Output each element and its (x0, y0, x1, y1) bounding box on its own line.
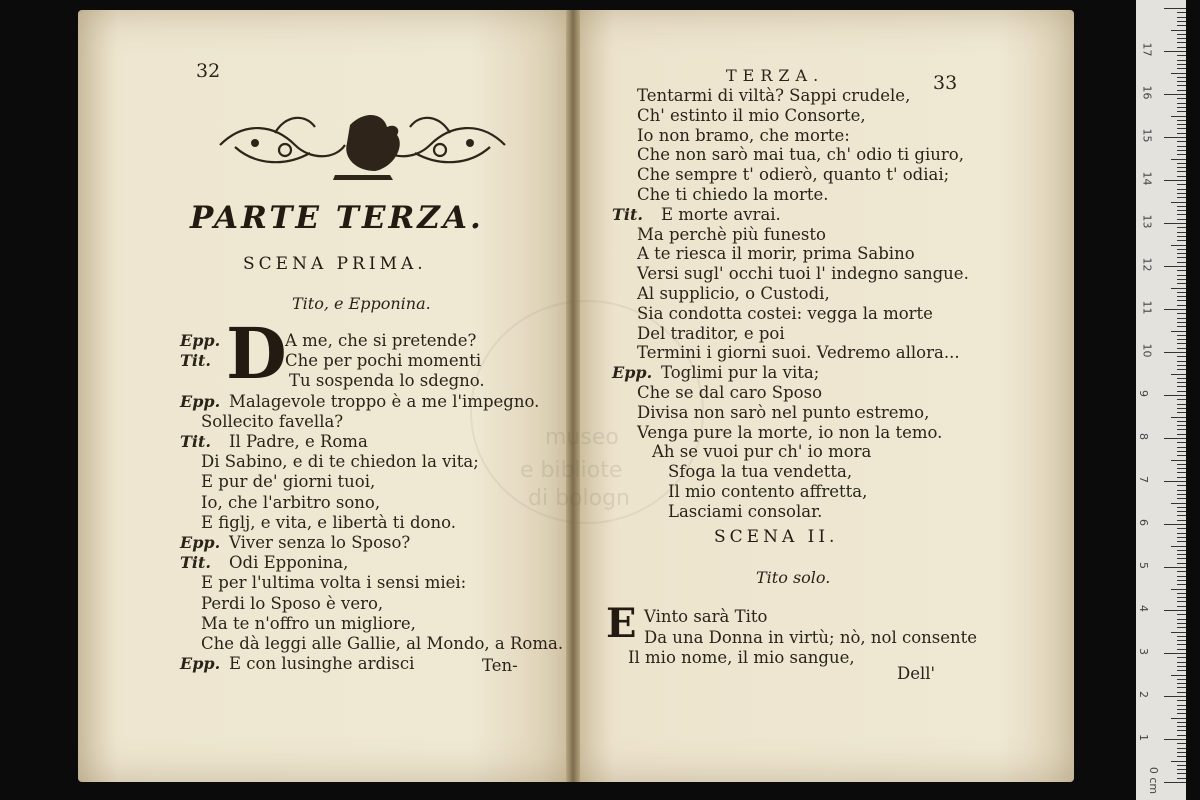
verse-line: Tentarmi di viltà? Sappi crudele, (637, 86, 911, 105)
ruler-label: 16 (1140, 85, 1154, 100)
ruler-tick (1164, 352, 1186, 353)
verse-line: Perdi lo Sposo è vero, (201, 593, 384, 613)
page-number-left: 32 (196, 60, 221, 82)
ruler-tick (1177, 520, 1186, 521)
ruler-tick (1177, 184, 1186, 185)
ruler-tick (1177, 98, 1186, 99)
ruler-tick (1177, 657, 1186, 658)
ruler-tick (1177, 735, 1186, 736)
ruler-tick (1177, 64, 1186, 65)
ruler-tick (1177, 12, 1186, 13)
ruler-tick (1177, 756, 1186, 757)
verse-line: Ah se vuoi pur ch' io mora (652, 442, 872, 462)
ruler-tick (1177, 515, 1186, 516)
verse-line: Divisa non sarò nel punto estremo, (637, 402, 930, 422)
ruler-tick (1177, 154, 1186, 155)
ruler-label: 9 (1137, 390, 1150, 397)
ruler-tick (1164, 395, 1186, 396)
ruler-tick (1164, 51, 1186, 52)
speaker-label: Epp. (180, 331, 221, 350)
ruler-label: 10 (1140, 343, 1154, 358)
ruler-tick (1177, 270, 1186, 271)
ruler-tick (1177, 189, 1186, 190)
ruler-tick (1177, 692, 1186, 693)
ruler-tick (1177, 765, 1186, 766)
speaker-label: Epp. (180, 654, 221, 674)
verse-line: Sia condotta costei: vegga la morte (637, 303, 933, 323)
ruler-tick (1177, 494, 1186, 495)
verse-line: E per l'ultima volta i sensi miei: (201, 573, 467, 593)
ruler-tick (1177, 34, 1186, 35)
verse-line: Il mio nome, il mio sangue, (628, 648, 855, 667)
measurement-ruler (1136, 0, 1186, 800)
ruler-tick (1177, 279, 1186, 280)
scene-persons-1: Tito, e Epponina. (292, 294, 431, 313)
ruler-tick (1177, 343, 1186, 344)
ruler-tick (1171, 546, 1186, 547)
ruler-tick (1177, 769, 1186, 770)
verse-line: Tu sospenda lo sdegno. (289, 371, 485, 391)
ruler-tick (1177, 644, 1186, 645)
ruler-tick (1177, 133, 1186, 134)
ruler-label: 11 (1140, 300, 1154, 315)
verse-line: Ma te n'offro un migliore, (201, 613, 416, 633)
ruler-tick (1177, 386, 1186, 387)
ruler-tick (1177, 730, 1186, 731)
ruler-tick (1177, 85, 1186, 86)
ruler-tick (1164, 653, 1186, 654)
ruler-tick (1177, 709, 1186, 710)
catchword-left: Ten- (482, 656, 518, 675)
ruler-tick (1164, 610, 1186, 611)
ruler-label: 12 (1140, 257, 1154, 272)
ruler-tick (1171, 73, 1186, 74)
ruler-tick (1177, 382, 1186, 383)
ruler-tick (1177, 477, 1186, 478)
ruler-tick (1177, 468, 1186, 469)
verse-line: Ch' estinto il mio Consorte, (637, 105, 866, 125)
verse-line: Termini i giorni suoi. Vedremo allora... (637, 343, 960, 363)
ruler-tick (1177, 292, 1186, 293)
ruler-tick (1177, 365, 1186, 366)
ruler-tick (1177, 300, 1186, 301)
ruler-tick (1177, 90, 1186, 91)
verse-line: A te riesca il morir, prima Sabino (637, 244, 915, 264)
ruler-label: 1 (1137, 734, 1150, 741)
ruler-label: 17 (1140, 42, 1154, 57)
catchword-right: Dell' (897, 664, 936, 683)
ruler-tick (1177, 42, 1186, 43)
ruler-tick (1177, 369, 1186, 370)
stamp-text-3: di bologn (528, 486, 630, 511)
ruler-tick (1164, 739, 1186, 740)
ruler-tick (1164, 782, 1186, 783)
ruler-tick (1171, 374, 1186, 375)
ruler-tick (1177, 490, 1186, 491)
ruler-tick (1177, 533, 1186, 534)
ruler-tick (1177, 55, 1186, 56)
verse-line: Venga pure la morte, io non la temo. (637, 422, 943, 442)
ruler-tick (1171, 503, 1186, 504)
running-head: TERZA. (726, 66, 825, 85)
ruler-tick (1171, 460, 1186, 461)
ruler-tick (1177, 141, 1186, 142)
speaker-label: Epp. (612, 363, 653, 383)
ruler-tick (1177, 339, 1186, 340)
ruler-tick (1177, 537, 1186, 538)
verse-line: Da una Donna in virtù; nò, nol consente (644, 627, 978, 647)
ruler-tick (1177, 726, 1186, 727)
ruler-tick (1164, 266, 1186, 267)
ruler-tick (1177, 541, 1186, 542)
ruler-tick (1177, 571, 1186, 572)
ruler-tick (1164, 696, 1186, 697)
ruler-tick (1177, 434, 1186, 435)
verse-line: E morte avrai. (661, 204, 781, 224)
speaker-label: Tit. (612, 204, 643, 224)
ruler-tick (1177, 705, 1186, 706)
scene-heading-2: SCENA II. (714, 527, 839, 547)
ruler-tick (1177, 498, 1186, 499)
ruler-tick (1177, 283, 1186, 284)
verse-line: A me, che si pretende? (285, 331, 477, 350)
ruler-label: 0 cm (1147, 766, 1161, 795)
ruler-tick (1171, 589, 1186, 590)
ruler-tick (1177, 176, 1186, 177)
ruler-tick (1177, 47, 1186, 48)
ruler-tick (1177, 305, 1186, 306)
ruler-tick (1177, 451, 1186, 452)
stamp-text-2: e bibliote (520, 458, 623, 483)
ruler-tick (1177, 722, 1186, 723)
ruler-tick (1171, 116, 1186, 117)
ruler-tick (1177, 408, 1186, 409)
ruler-tick (1177, 429, 1186, 430)
ruler-tick (1177, 683, 1186, 684)
ruler-tick (1177, 627, 1186, 628)
ruler-tick (1177, 640, 1186, 641)
ruler-tick (1177, 167, 1186, 168)
verse-line: Che se dal caro Sposo (637, 383, 823, 402)
ruler-label: 13 (1140, 214, 1154, 229)
ruler-tick (1177, 447, 1186, 448)
verse-line: Viver senza lo Sposo? (229, 533, 411, 552)
ruler-tick (1177, 60, 1186, 61)
ruler-tick (1177, 236, 1186, 237)
ruler-tick (1177, 262, 1186, 263)
ruler-tick (1177, 649, 1186, 650)
verse-line: Che per pochi momenti (285, 351, 482, 371)
ruler-tick (1177, 472, 1186, 473)
part-title: PARTE TERZA. (190, 200, 484, 236)
speaker-label: Tit. (180, 432, 211, 451)
ruler-tick (1177, 554, 1186, 555)
ruler-tick (1177, 619, 1186, 620)
ruler-tick (1177, 227, 1186, 228)
verse-line: E con lusinghe ardisci (229, 654, 415, 674)
ruler-tick (1177, 318, 1186, 319)
ruler-tick (1177, 77, 1186, 78)
verse-line: E pur de' giorni tuoi, (201, 472, 376, 492)
verse-line: Lasciami consolar. (668, 501, 823, 521)
scene-heading-1: SCENA PRIMA. (243, 254, 427, 274)
ruler-tick (1164, 567, 1186, 568)
ruler-label: 3 (1137, 648, 1150, 655)
ruler-tick (1177, 511, 1186, 512)
ruler-tick (1164, 137, 1186, 138)
ruler-tick (1177, 584, 1186, 585)
ruler-tick (1164, 94, 1186, 95)
ruler-tick (1164, 223, 1186, 224)
ruler-tick (1177, 313, 1186, 314)
ruler-tick (1171, 632, 1186, 633)
verse-line: Che ti chiedo la morte. (637, 185, 829, 204)
ruler-label: 14 (1140, 171, 1154, 186)
ruler-tick (1171, 245, 1186, 246)
ruler-tick (1177, 558, 1186, 559)
verse-line: Di Sabino, e di te chiedon la vita; (201, 452, 479, 472)
ruler-tick (1164, 8, 1186, 9)
ruler-tick (1177, 399, 1186, 400)
ruler-label: 6 (1137, 519, 1150, 526)
verse-line: Odi Epponina, (229, 553, 349, 573)
ruler-tick (1177, 391, 1186, 392)
ruler-tick (1177, 335, 1186, 336)
ruler-tick (1177, 240, 1186, 241)
verse-line: Vinto sarà Tito (644, 607, 768, 626)
ruler-tick (1177, 636, 1186, 637)
ruler-label: 4 (1137, 605, 1150, 612)
ruler-tick (1177, 679, 1186, 680)
ruler-tick (1177, 666, 1186, 667)
verse-line: Sollecito favella? (201, 411, 344, 431)
ruler-tick (1177, 171, 1186, 172)
speaker-label: Epp. (180, 533, 221, 552)
ruler-tick (1177, 17, 1186, 18)
ruler-tick (1177, 778, 1186, 779)
ruler-label: 8 (1137, 433, 1150, 440)
ruler-tick (1177, 713, 1186, 714)
ruler-tick (1171, 159, 1186, 160)
ruler-tick (1177, 197, 1186, 198)
verse-line: Toglimi pur la vita; (661, 363, 820, 383)
ruler-tick (1164, 481, 1186, 482)
ruler-tick (1177, 455, 1186, 456)
ruler-tick (1171, 675, 1186, 676)
ruler-tick (1177, 128, 1186, 129)
ruler-tick (1177, 442, 1186, 443)
ruler-tick (1171, 331, 1186, 332)
verse-line: Versi sugl' occhi tuoi l' indegno sangue. (637, 264, 969, 284)
ruler-tick (1177, 623, 1186, 624)
ruler-tick (1177, 606, 1186, 607)
ruler-tick (1171, 417, 1186, 418)
ruler-tick (1177, 124, 1186, 125)
ruler-tick (1177, 214, 1186, 215)
verse-line: Al supplicio, o Custodi, (637, 284, 830, 303)
ruler-tick (1177, 485, 1186, 486)
verse-line: Io, che l'arbitro sono, (201, 492, 381, 512)
ruler-tick (1177, 700, 1186, 701)
ruler-tick (1177, 38, 1186, 39)
ruler-tick (1177, 593, 1186, 594)
ruler-tick (1164, 438, 1186, 439)
dropcap-d: D (226, 312, 287, 395)
ruler-tick (1177, 111, 1186, 112)
verse-line: Sfoga la tua vendetta, (668, 462, 853, 482)
speaker-label: Tit. (180, 351, 211, 371)
ruler-tick (1177, 68, 1186, 69)
ruler-tick (1177, 253, 1186, 254)
ruler-tick (1177, 378, 1186, 379)
page-number-right: 33 (933, 72, 958, 94)
verse-line: Che sempre t' odierò, quanto t' odiai; (637, 165, 950, 185)
ruler-tick (1177, 670, 1186, 671)
ruler-tick (1177, 120, 1186, 121)
ruler-tick (1177, 107, 1186, 108)
ruler-tick (1177, 404, 1186, 405)
ruler-label: 2 (1137, 691, 1150, 698)
ruler-tick (1177, 507, 1186, 508)
verse-line: Che dà leggi alle Gallie, al Mondo, a Roma. (201, 634, 564, 653)
ruler-tick (1177, 210, 1186, 211)
ruler-tick (1164, 524, 1186, 525)
ruler-tick (1177, 146, 1186, 147)
ruler-tick (1177, 563, 1186, 564)
ruler-tick (1177, 150, 1186, 151)
verse-line: Il mio contento affretta, (668, 482, 868, 501)
ruler-label: 5 (1137, 562, 1150, 569)
ruler-tick (1177, 748, 1186, 749)
ruler-tick (1171, 761, 1186, 762)
ruler-tick (1177, 743, 1186, 744)
ruler-tick (1177, 614, 1186, 615)
verse-line: Malagevole troppo è a me l'impegno. (229, 391, 540, 411)
ruler-tick (1171, 718, 1186, 719)
ruler-tick (1177, 752, 1186, 753)
ruler-tick (1177, 687, 1186, 688)
ruler-tick (1177, 322, 1186, 323)
scene-persons-2: Tito solo. (756, 568, 831, 587)
ruler-tick (1177, 576, 1186, 577)
ruler-label: 7 (1137, 476, 1150, 483)
ruler-tick (1177, 425, 1186, 426)
ruler-label: 15 (1140, 128, 1154, 143)
ruler-tick (1177, 275, 1186, 276)
ruler-tick (1164, 309, 1186, 310)
ruler-tick (1177, 412, 1186, 413)
ruler-tick (1177, 356, 1186, 357)
verse-line: Il Padre, e Roma (229, 432, 368, 451)
ruler-tick (1177, 601, 1186, 602)
ruler-tick (1177, 193, 1186, 194)
dropcap-e: E (606, 600, 637, 647)
verse-line: E figlj, e vita, e libertà ti dono. (201, 512, 456, 532)
ruler-tick (1171, 202, 1186, 203)
ruler-tick (1177, 25, 1186, 26)
ruler-tick (1177, 249, 1186, 250)
ruler-tick (1177, 81, 1186, 82)
ruler-tick (1177, 464, 1186, 465)
ruler-tick (1164, 180, 1186, 181)
ruler-tick (1177, 348, 1186, 349)
ruler-tick (1177, 103, 1186, 104)
stamp-text-1: museo (545, 425, 619, 450)
ruler-tick (1177, 528, 1186, 529)
ruler-tick (1177, 21, 1186, 22)
speaker-label: Epp. (180, 391, 221, 411)
ruler-tick (1177, 257, 1186, 258)
ruler-tick (1177, 232, 1186, 233)
verse-line: Che non sarò mai tua, ch' odio ti giuro, (637, 145, 964, 165)
speaker-label: Tit. (180, 553, 211, 573)
ruler-tick (1171, 30, 1186, 31)
ruler-tick (1177, 326, 1186, 327)
ruler-tick (1177, 597, 1186, 598)
ruler-tick (1171, 288, 1186, 289)
ruler-tick (1177, 421, 1186, 422)
ruler-tick (1177, 219, 1186, 220)
ruler-tick (1177, 662, 1186, 663)
ruler-tick (1177, 773, 1186, 774)
ruler-tick (1177, 163, 1186, 164)
ruler-tick (1177, 296, 1186, 297)
verse-line: Io non bramo, che morte: (637, 125, 850, 145)
ruler-tick (1177, 361, 1186, 362)
ornament-headpiece (215, 105, 510, 185)
ruler-tick (1177, 550, 1186, 551)
ruler-tick (1177, 206, 1186, 207)
ruler-tick (1177, 580, 1186, 581)
verse-line: Del traditor, e poi (637, 323, 785, 343)
verse-line: Ma perchè più funesto (637, 224, 826, 244)
